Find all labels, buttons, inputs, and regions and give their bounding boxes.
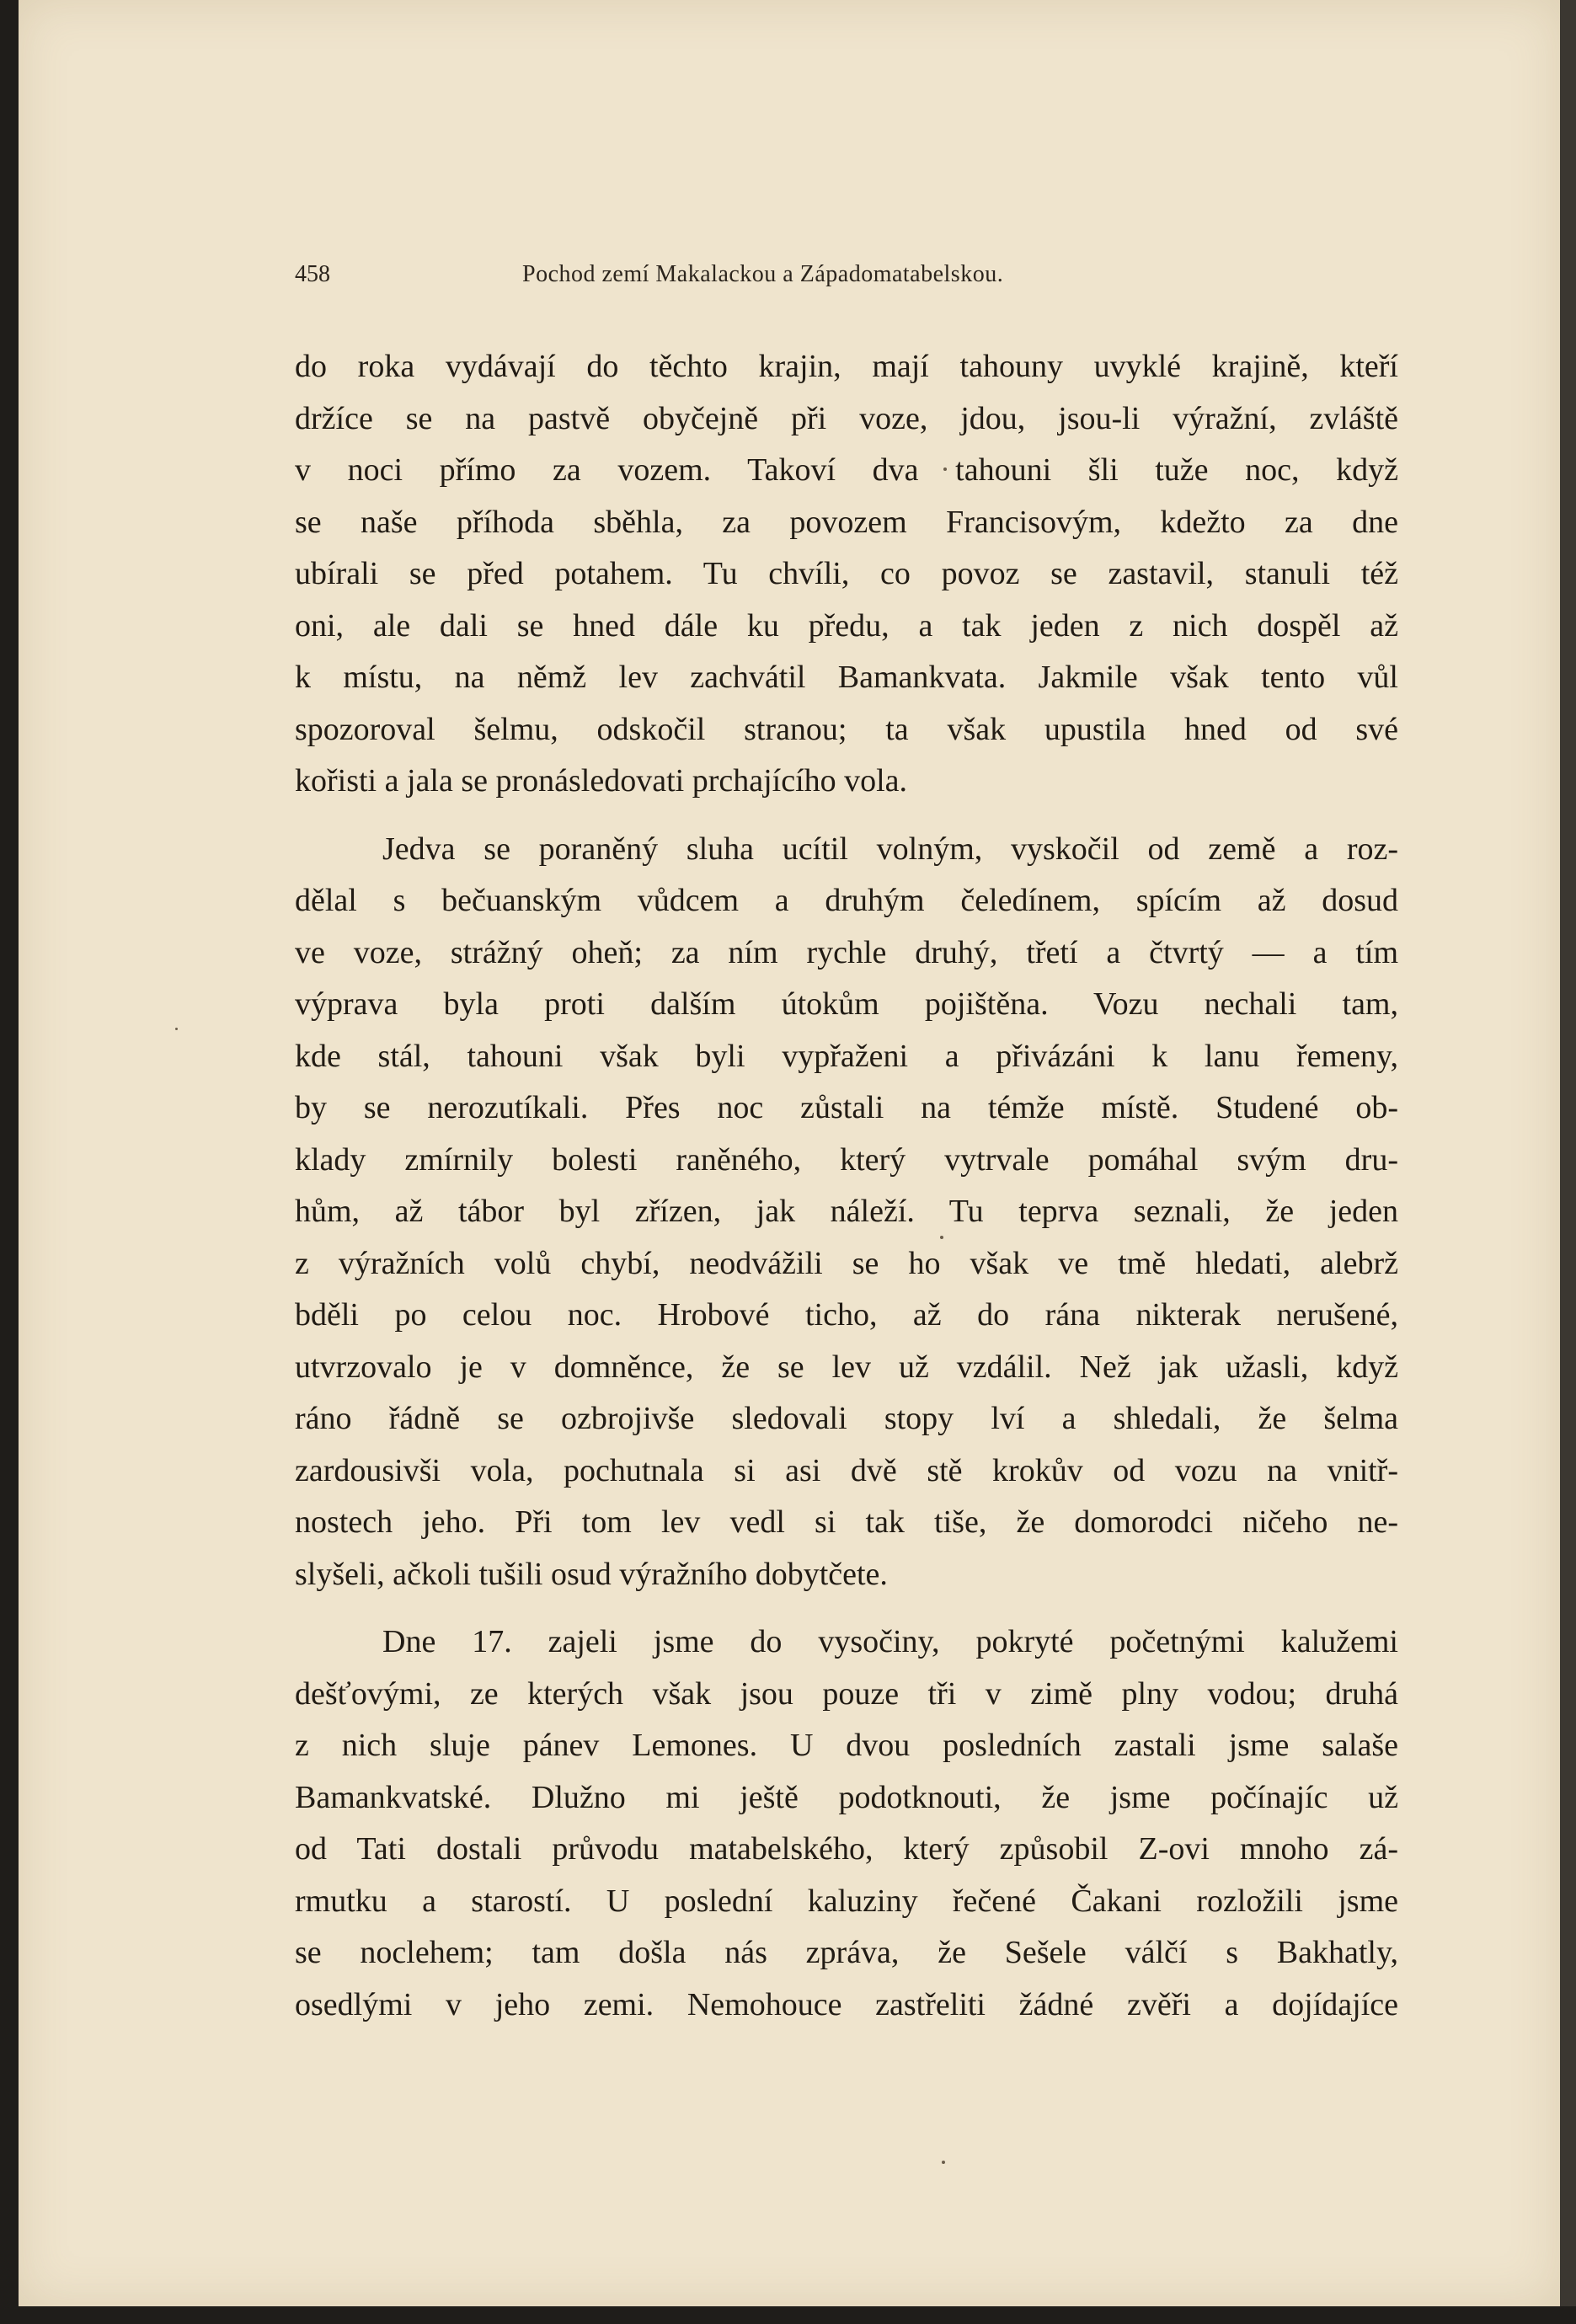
- text-line: slyšeli, ačkoli tušili osud výražního dobytčete.: [295, 1556, 888, 1592]
- page-number: 458: [295, 261, 330, 287]
- text-line: se naše příhoda sběhla, za povozem Francisovým, kdežto za dne: [295, 504, 1398, 540]
- text-line: od Tati dostali průvodu matabelského, který způsobil Z-ovi mnoho zá-: [295, 1831, 1398, 1867]
- paper-speck: [175, 1028, 178, 1030]
- text-line: výprava byla proti dalším útokům pojištěna. Vozu nechali tam,: [295, 986, 1398, 1022]
- text-line: držíce se na pastvě obyčejně při voze, jdou, jsou-li výražní, zvláště: [295, 400, 1398, 436]
- text-line: kde stál, tahouni však byli vypřaženi a přivázáni k lanu řemeny,: [295, 1038, 1398, 1074]
- text-line: ubírali se před potahem. Tu chvíli, co povoz se zastavil, stanuli též: [295, 556, 1398, 591]
- scan-bottom-edge: [0, 2306, 1576, 2324]
- text-line: utvrzovalo je v domněnce, že se lev už vzdálil. Než jak užasli, když: [295, 1349, 1398, 1385]
- paragraph-gap: [295, 1600, 1398, 1616]
- text-line: osedlými v jeho zemi. Nemohouce zastřeliti žádné zvěři a dojídajíce: [295, 1986, 1398, 2022]
- text-line: by se nerozutíkali. Přes noc zůstali na témže místě. Studené ob-: [295, 1090, 1398, 1125]
- text-line: klady zmírnily bolesti raněného, který vytrvale pomáhal svým dru-: [295, 1141, 1398, 1178]
- paper-speck: [942, 2161, 945, 2164]
- scan-left-edge: [0, 0, 19, 2324]
- text-line: Bamankvatské. Dlužno mi ještě podotknouti, že jsme počínajíc už: [295, 1779, 1398, 1815]
- text-line: oni, ale dali se hned dále ku předu, a tak jeden z nich dospěl až: [295, 607, 1398, 644]
- text-line: bděli po celou noc. Hrobové ticho, až do rána nikterak nerušené,: [295, 1297, 1398, 1333]
- paragraph: [295, 824, 1398, 1601]
- text-line: zardousivši vola, pochutnala si asi dvě stě krokův od vozu na vnitř-: [295, 1452, 1398, 1488]
- text-line: kořisti a jala se pronásledovati prchajícího vola.: [295, 763, 908, 799]
- text-line: Dne 17. zajeli jsme do vysočiny, pokryté početnými kalužemi: [382, 1624, 1398, 1659]
- paragraph-gap: [295, 808, 1398, 824]
- text-line: hům, až tábor byl zřízen, jak náleží. Tu teprva seznali, že jeden: [295, 1194, 1398, 1229]
- running-title: Pochod zemí Makalackou a Západomatabelskou.: [522, 261, 1004, 287]
- text-line: do roka vydávají do těchto krajin, mají tahouny uvyklé krajině, kteří: [295, 349, 1398, 384]
- text-line: nostech jeho. Při tom lev vedl si tak tiše, že domorodci ničeho ne-: [295, 1504, 1398, 1540]
- text-line: z výražních volů chybí, neodvážili se ho však ve tmě hledati, alebrž: [295, 1245, 1398, 1281]
- text-line: dělal s bečuanským vůdcem a druhým čeledínem, spícím až dosud: [295, 883, 1398, 918]
- text-line: k místu, na němž lev zachvátil Bamankvata. Jakmile však tento vůl: [295, 660, 1398, 695]
- text-line: ráno řádně se ozbrojivše sledovali stopy lví a shledali, že šelma: [295, 1401, 1398, 1436]
- text-line: ve voze, strážný oheň; za ním rychle druhý, třetí a čtvrtý — a tím: [295, 934, 1398, 970]
- text-line: v noci přímo za vozem. Takoví dva tahouni šli tuže noc, když: [295, 452, 1398, 488]
- text-line: se noclehem; tam došla nás zpráva, že Sešele válčí s Bakhatly,: [295, 1935, 1398, 1970]
- text-line: Jedva se poraněný sluha ucítil volným, vyskočil od země a roz-: [382, 831, 1398, 867]
- text-line: spozoroval šelmu, odskočil stranou; ta však upustila hned od své: [295, 711, 1398, 747]
- body-text: [295, 341, 1398, 2031]
- text-line: rmutku a starostí. U poslední kaluziny řečené Čakani rozložili jsme: [295, 1883, 1398, 1919]
- text-line: dešťovými, ze kterých však jsou pouze tři v zimě plny vodou; druhá: [295, 1675, 1398, 1712]
- paragraph: [295, 341, 1398, 808]
- running-header: [295, 253, 1398, 295]
- scan-right-edge: [1560, 0, 1576, 2324]
- text-line: z nich sluje pánev Lemones. U dvou posledních zastali jsme salaše: [295, 1728, 1398, 1763]
- paragraph: [295, 1616, 1398, 2031]
